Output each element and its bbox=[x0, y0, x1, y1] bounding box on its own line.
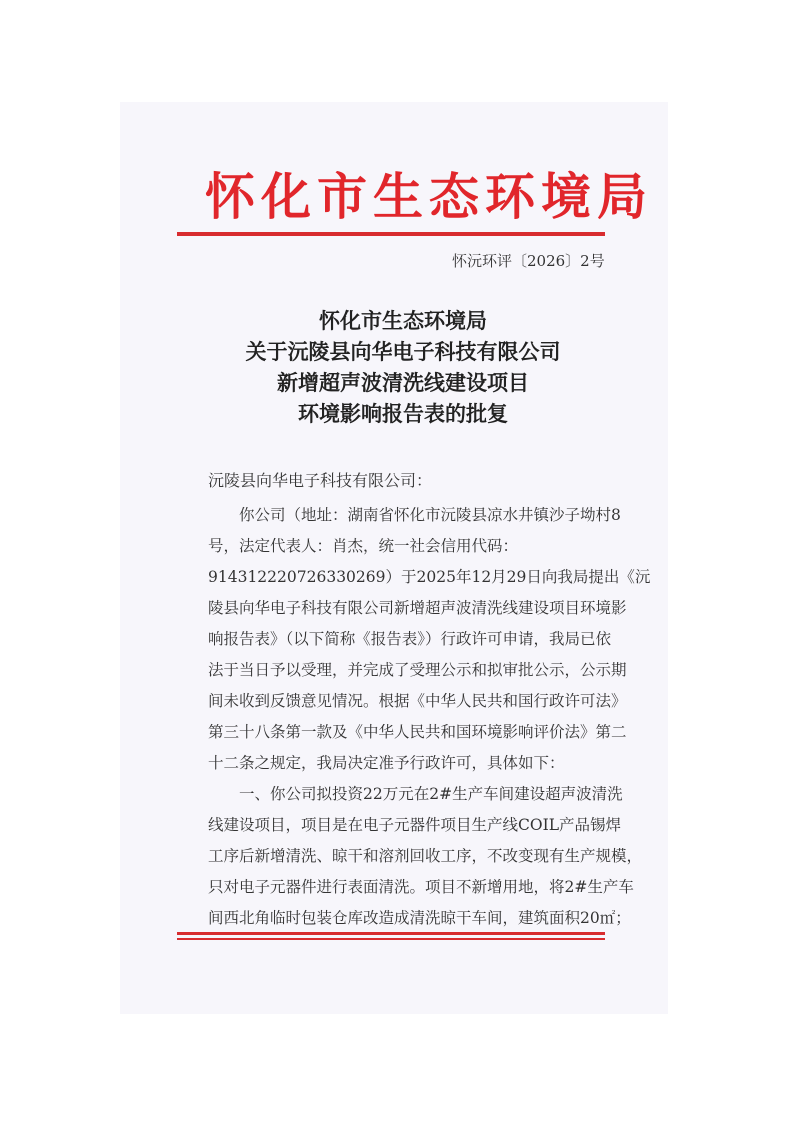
masthead-red-rule bbox=[177, 232, 605, 236]
body-line: 间西北角临时包装仓库改造成清洗晾干车间，建筑面积20㎡； bbox=[208, 909, 631, 927]
body-line: 第三十八条第一款及《中华人民共和国环境影响评价法》第二 bbox=[208, 723, 627, 741]
body-line: 十二条之规定，我局决定准予行政许可，具体如下： bbox=[208, 754, 565, 772]
body-line: 只对电子元器件进行表面清洗。项目不新增用地，将2#生产车 bbox=[208, 878, 634, 896]
title-line: 怀化市生态环境局 bbox=[319, 309, 487, 333]
body-line: 工序后新增清洗、晾干和溶剂回收工序，不改变现有生产规模， bbox=[208, 847, 643, 865]
body-line: 一、你公司拟投资22万元在2#生产车间建设超声波清洗 bbox=[239, 785, 623, 803]
body-line: 你公司（地址：湖南省怀化市沅陵县凉水井镇沙子坳村8 bbox=[239, 506, 621, 524]
footer-red-rule-thick bbox=[177, 932, 605, 935]
body-text bbox=[208, 500, 651, 934]
agency-masthead: 怀化市生态环境局 bbox=[205, 167, 653, 226]
body-line: 线建设项目，项目是在电子元器件项目生产线COIL产品锡焊 bbox=[208, 816, 621, 834]
body-line: 号，法定代表人：肖杰，统一社会信用代码： bbox=[208, 537, 519, 555]
document-title bbox=[202, 306, 604, 430]
body-line: 法于当日予以受理，并完成了受理公示和拟审批公示，公示期 bbox=[208, 661, 627, 679]
body-line: 91431222072633026​9）于2025年12月29日向我局提出《沅 bbox=[208, 568, 651, 586]
title-line: 新增超声波清洗线建设项目 bbox=[277, 371, 529, 395]
footer-red-rule-thin bbox=[177, 938, 605, 940]
addressee: 沅陵县向华电子科技有限公司： bbox=[208, 471, 433, 490]
document-number: 怀沅环评〔2026〕2号 bbox=[452, 252, 605, 270]
body-line: 间未收到反馈意见情况。根据《中华人民共和国行政许可法》 bbox=[208, 692, 627, 710]
body-line: 陵县向华电子科技有限公司新增超声波清洗线建设项目环境影 bbox=[208, 599, 627, 617]
title-line: 关于沅陵县向华电子科技有限公司 bbox=[245, 340, 561, 364]
title-line: 环境影响报告表的批复 bbox=[298, 402, 508, 426]
body-line: 响报告表》（以下简称《报告表》）行政许可申请，我局已依 bbox=[208, 630, 612, 648]
